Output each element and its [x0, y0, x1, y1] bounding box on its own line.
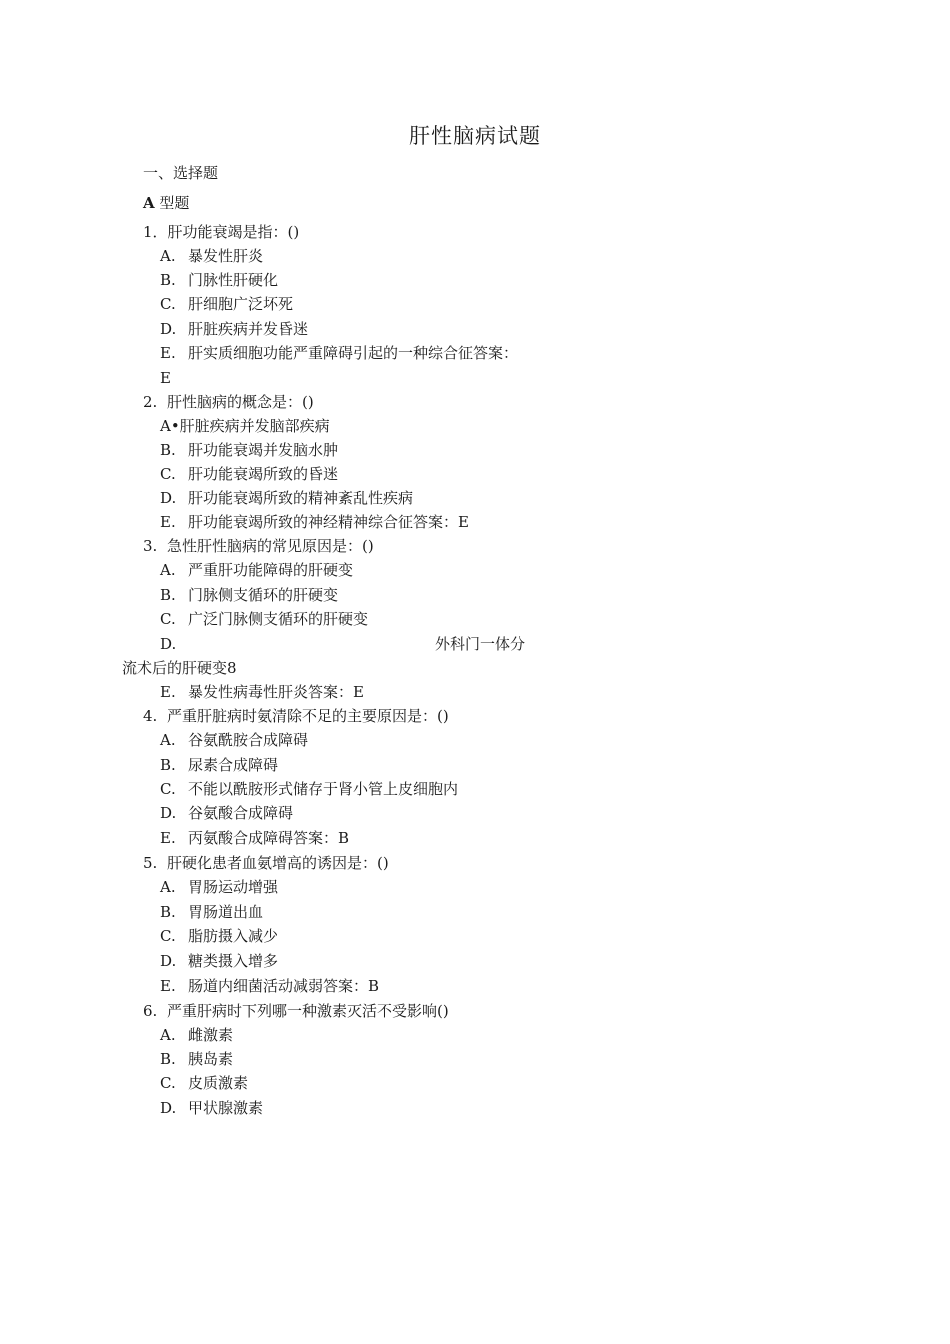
option-label: E. — [160, 977, 176, 995]
option-text: 暴发性肝炎 — [188, 247, 264, 265]
option-text: 胰岛素 — [188, 1050, 234, 1068]
option-text: 胃肠道出血 — [188, 903, 264, 921]
option-label: D. — [160, 1099, 177, 1117]
question-text: 急性肝性脑病的常见原因是：() — [167, 537, 374, 555]
option-text: 肝实质细胞功能严重障碍引起的一种综合征答案： — [188, 344, 519, 362]
question-2 — [143, 392, 314, 412]
option-label: B. — [160, 271, 176, 289]
question-5 — [143, 853, 389, 873]
question-text: 肝性脑病的概念是：() — [167, 393, 314, 411]
option — [160, 951, 278, 971]
question-number: 5. — [143, 854, 158, 872]
option-label: D. — [160, 635, 177, 653]
section-heading: 一、选择题 — [143, 164, 219, 182]
option-label: E. — [160, 829, 176, 847]
option-text: 谷氨酸合成障碍 — [188, 804, 294, 822]
option-label: D. — [160, 952, 177, 970]
option-text: 暴发性病毒性肝炎答案：E — [188, 683, 364, 701]
option-label: B. — [160, 1050, 176, 1068]
option-label: C. — [160, 295, 176, 313]
option-text: 肠道内细菌活动减弱答案：B — [188, 977, 380, 995]
question-number: 3. — [143, 537, 158, 555]
option-label: B. — [160, 441, 176, 459]
option-text: 丙氨酸合成障碍答案：B — [188, 829, 350, 847]
option-text-continued: 流术后的肝硬变8 — [122, 659, 237, 677]
option-text: 严重肝功能障碍的肝硬变 — [188, 561, 354, 579]
option — [160, 976, 379, 996]
option-label: E. — [160, 513, 176, 531]
option — [160, 803, 293, 823]
option — [160, 730, 308, 750]
option-text: 肝脏疾病并发昏迷 — [188, 320, 309, 338]
question-text: 肝硬化患者血氨增高的诱因是：() — [167, 854, 389, 872]
option — [160, 902, 263, 922]
option-label: E. — [160, 344, 176, 362]
option-label: C. — [160, 1074, 176, 1092]
option-text: 门脉性肝硬化 — [188, 271, 279, 289]
option — [160, 877, 278, 897]
option-label: A. — [160, 561, 176, 579]
option-text: 肝功能衰竭并发脑水肿 — [188, 441, 339, 459]
option-text: 雌激素 — [188, 1026, 234, 1044]
option-label: E. — [160, 683, 176, 701]
option-text: 脂肪摄入减少 — [188, 927, 279, 945]
option — [160, 464, 338, 484]
question-4 — [143, 706, 449, 726]
option — [160, 755, 278, 775]
option-text: 尿素合成障碍 — [188, 756, 279, 774]
option — [160, 1073, 248, 1093]
option — [160, 319, 308, 339]
question-number: 6. — [143, 1002, 158, 1020]
option — [160, 1049, 233, 1069]
option-text: 肝功能衰竭所致的昏迷 — [188, 465, 339, 483]
option-label: C. — [160, 610, 176, 628]
option-label: D. — [160, 320, 177, 338]
question-text: 严重肝病时下列哪一种激素灭活不受影响() — [167, 1002, 449, 1020]
option — [160, 246, 263, 266]
question-1 — [143, 222, 299, 242]
option-label: B. — [160, 903, 176, 921]
option — [160, 926, 278, 946]
option — [160, 682, 364, 702]
option — [160, 294, 293, 314]
option-label: A. — [160, 731, 176, 749]
option — [160, 1098, 263, 1118]
option — [160, 1025, 233, 1045]
option-label: B. — [160, 756, 176, 774]
option — [160, 828, 349, 848]
option — [160, 270, 278, 290]
option-text: 甲状腺激素 — [188, 1099, 264, 1117]
option — [160, 343, 518, 363]
option — [160, 585, 338, 605]
option-text: 谷氨酰胺合成障碍 — [188, 731, 309, 749]
option-label: C. — [160, 465, 176, 483]
option-text: 广泛门脉侧支循环的肝硬变 — [188, 610, 369, 628]
option-text: 肝功能衰竭所致的精神紊乱性疾病 — [188, 489, 414, 507]
question-text: 严重肝脏病时氨清除不足的主要原因是：() — [167, 707, 449, 725]
question-type-heading — [143, 193, 189, 213]
option-label: A. — [160, 878, 176, 896]
option-label: C. — [160, 780, 176, 798]
option: A•肝脏疾病并发脑部疾病 — [160, 417, 330, 435]
document-title: 肝性脑病试题 — [409, 124, 541, 148]
option-text: 肝功能衰竭所致的神经精神综合征答案：E — [188, 513, 469, 531]
question-number: 4. — [143, 707, 158, 725]
option-text: 不能以酰胺形式储存于肾小管上皮细胞内 — [188, 780, 459, 798]
answer: E — [160, 369, 171, 387]
option — [160, 440, 338, 460]
option-text: 皮质激素 — [188, 1074, 249, 1092]
question-6 — [143, 1001, 449, 1021]
option-label: B. — [160, 586, 176, 604]
option-label: D. — [160, 489, 177, 507]
option-label: D. — [160, 804, 177, 822]
question-number: 2. — [143, 393, 158, 411]
option — [160, 560, 353, 580]
option-label: A. — [160, 247, 176, 265]
option-text: 外科门一体分 — [435, 635, 526, 653]
option-text: 胃肠运动增强 — [188, 878, 279, 896]
option — [160, 779, 458, 799]
type-prefix: A — [143, 194, 155, 212]
option — [160, 488, 413, 508]
option-text: 肝细胞广泛坏死 — [188, 295, 294, 313]
option-label: C. — [160, 927, 176, 945]
type-suffix: 型题 — [159, 194, 190, 212]
question-text: 肝功能衰竭是指：() — [167, 223, 300, 241]
question-3 — [143, 536, 374, 556]
question-number: 1． — [143, 223, 168, 241]
option-label: A. — [160, 1026, 176, 1044]
option-text: 糖类摄入增多 — [188, 952, 279, 970]
option — [160, 609, 368, 629]
option-text: 门脉侧支循环的肝硬变 — [188, 586, 339, 604]
option — [160, 512, 469, 532]
